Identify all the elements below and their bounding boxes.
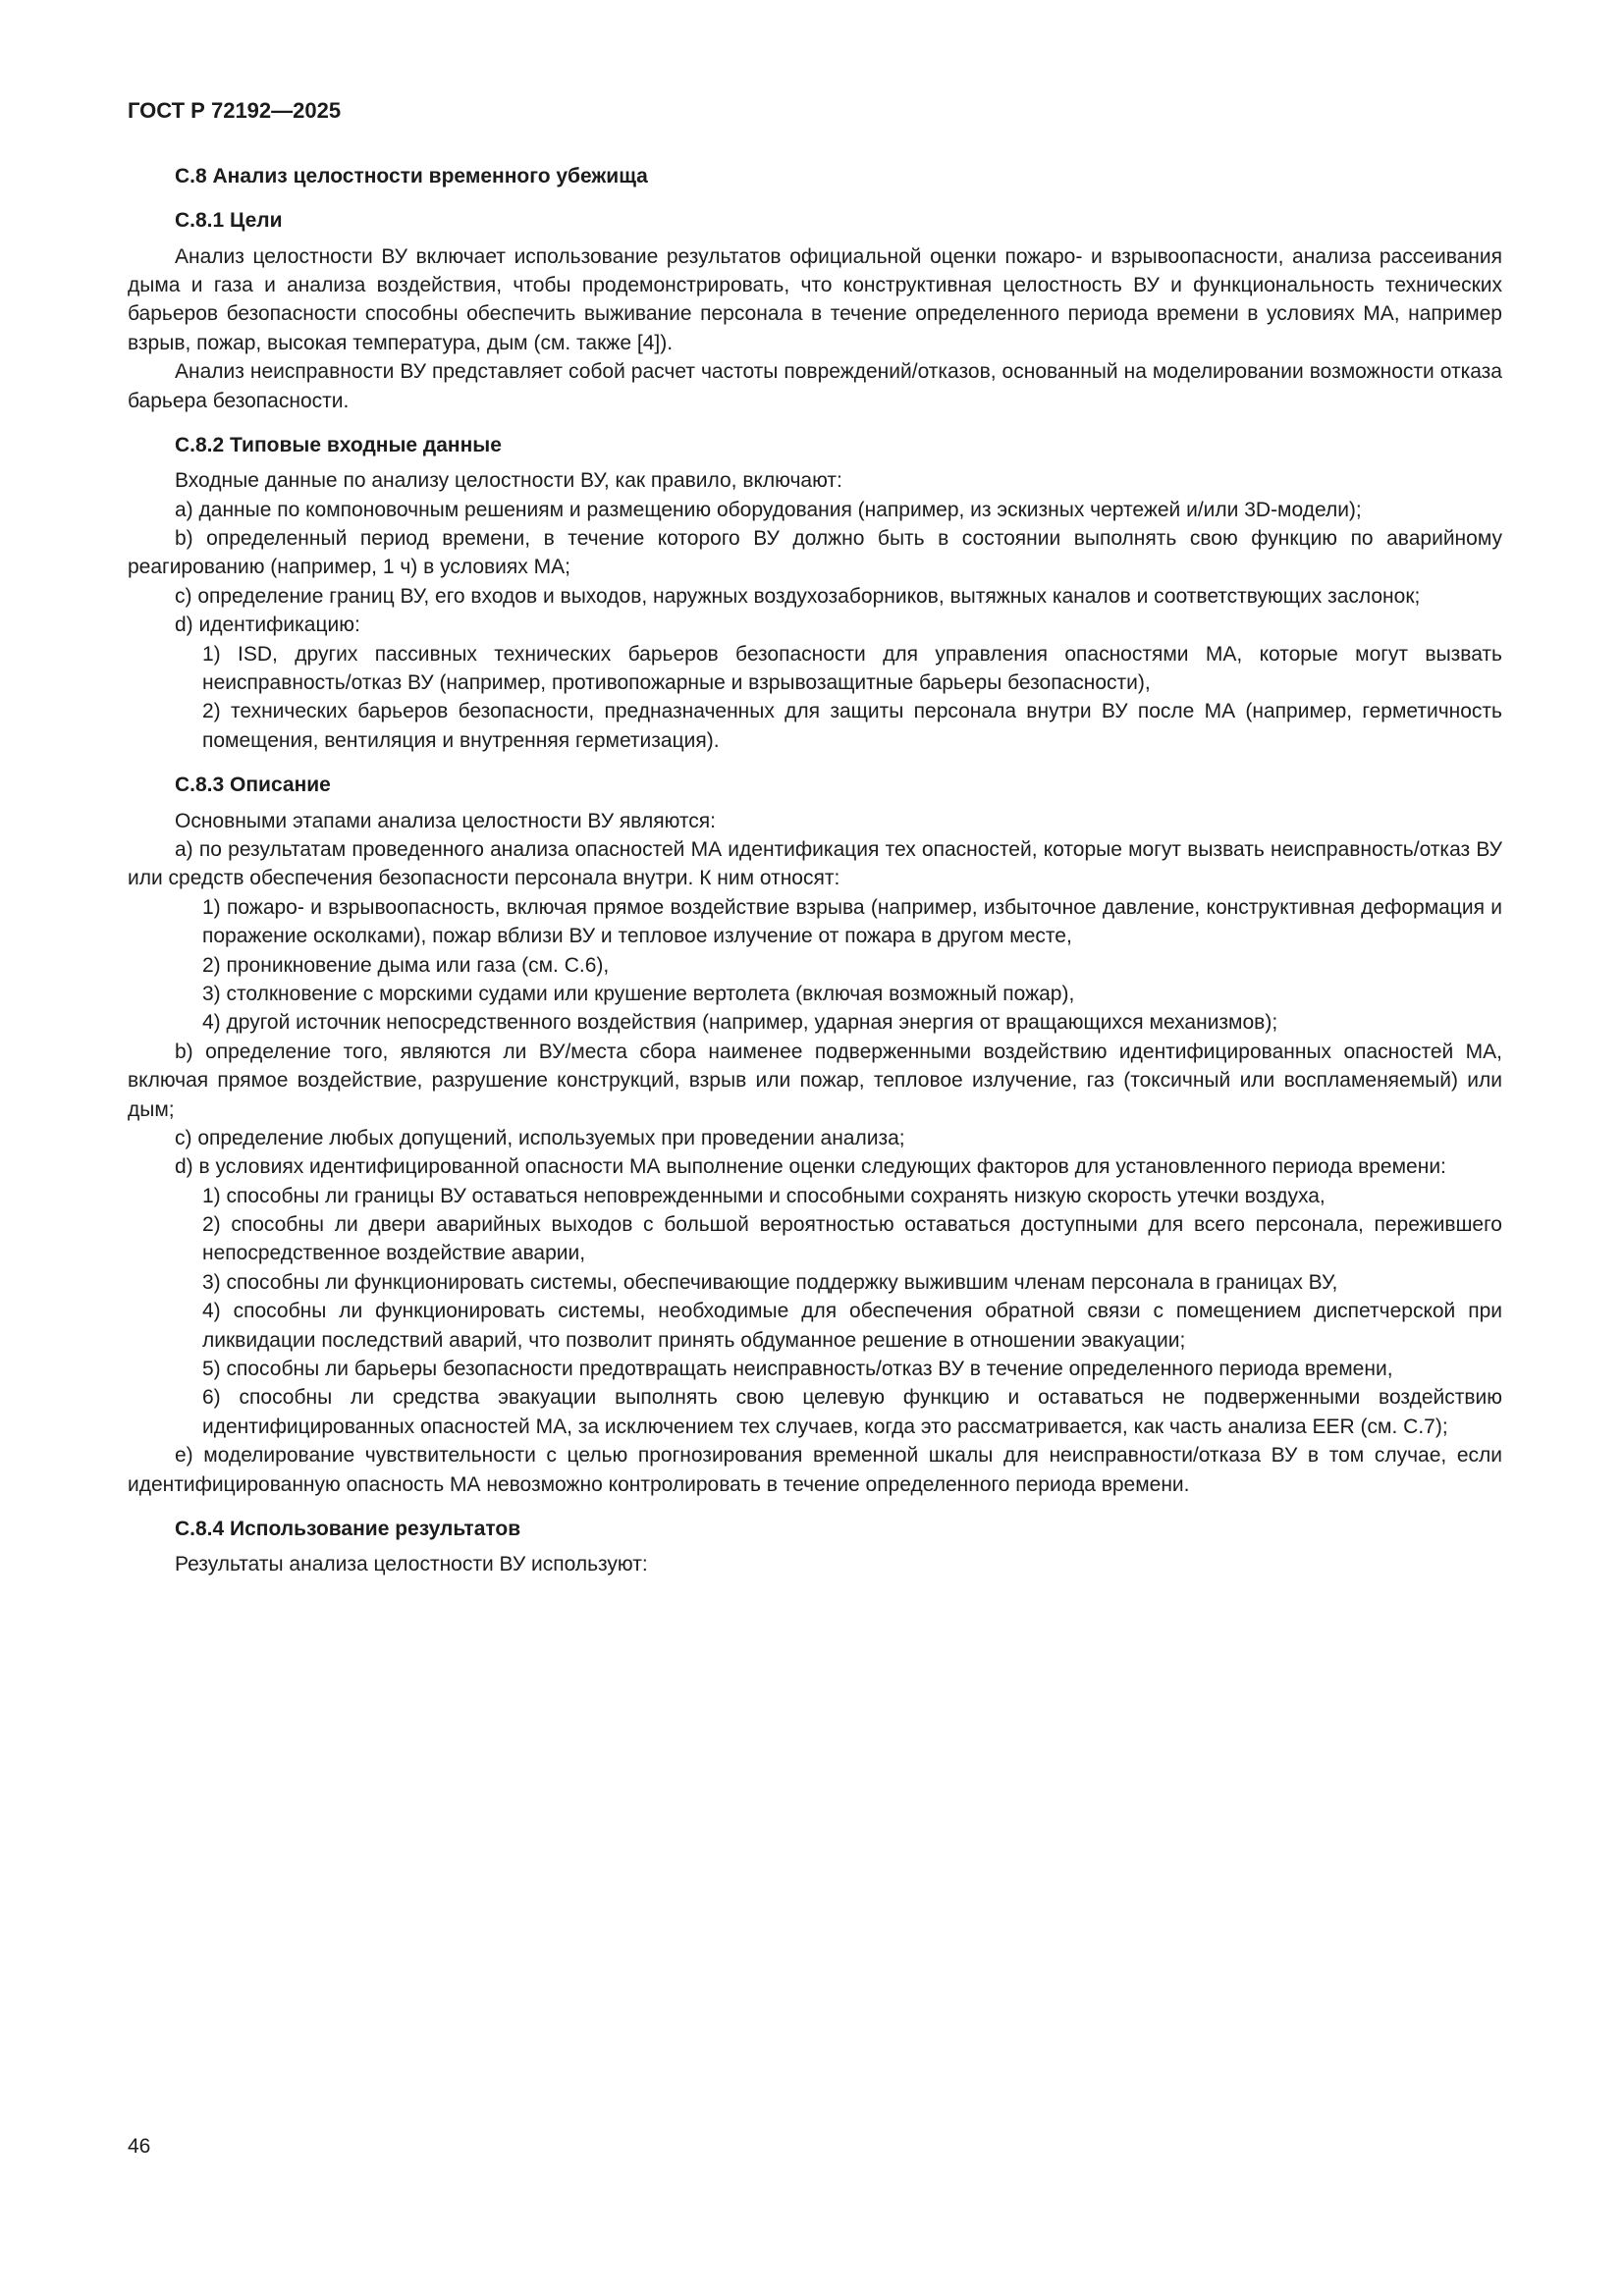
list-item-d: d) идентификацию: xyxy=(175,614,360,637)
page-number: 46 xyxy=(128,2134,151,2158)
paragraph: Основными этапами анализа целостности ВУ являются: xyxy=(175,809,716,832)
section-heading-c84: С.8.4 Использование результатов xyxy=(175,1517,521,1540)
sub-item-1: 1) ISD, других пассивных технических барьеров безопасности для управления опасностями МА, которые могут вызвать неисправность/отказ ВУ (например, противопожарные и взрывозащитные барьеры безопасности), xyxy=(202,642,1502,695)
list-item-b: b) определение того, являются ли ВУ/места сбора наименее подверженными воздействию идентифицированных опасностей МА, включая прямое воздействие, разрушение конструкций, взрыв или пожар, тепловое излучение, газ (токсичный или воспламеняемый) или дым; xyxy=(128,1040,1502,1121)
list-item-e: e) моделирование чувствительности с целью прогнозирования временной шкалы для неисправности/отказа ВУ в том случае, если идентифицированную опасность МА невозможно контролировать в течение определенного периода времени. xyxy=(128,1444,1502,1496)
section-heading-c83: С.8.3 Описание xyxy=(175,774,331,797)
sub-item-4: 4) способны ли функционировать системы, необходимые для обеспечения обратной связи с помещением диспетчерской при ликвидации последствий аварий, что позволит принять обдуманное решение в отношении эвакуации; xyxy=(202,1300,1502,1352)
list-item-a: a) по результатам проведенного анализа опасностей МА идентификация тех опасностей, которые могут вызвать неисправность/отказ ВУ или средств обеспечения безопасности персонала внутри. К ним относят: xyxy=(128,838,1502,890)
list-item-c: c) определение границ ВУ, его входов и выходов, наружных воздухозаборников, вытяжных каналов и соответствующих заслонок; xyxy=(175,584,1421,608)
list-item-c: c) определение любых допущений, используемых при проведении анализа; xyxy=(175,1126,905,1149)
doc-content xyxy=(128,162,1502,1579)
list-item-a: a) данные по компоновочным решениям и размещению оборудования (например, из эскизных чертежей и/или 3D-модели); xyxy=(175,498,1362,521)
sub-item-1: 1) способны ли границы ВУ оставаться неповрежденными и способными сохранять низкую скорость утечки воздуха, xyxy=(202,1184,1326,1207)
sub-item-2: 2) проникновение дыма или газа (см. С.6), xyxy=(202,953,610,977)
list-item-d: d) в условиях идентифицированной опасности МА выполнение оценки следующих факторов для установленного периода времени: xyxy=(175,1155,1446,1179)
paragraph: Анализ целостности ВУ включает использование результатов официальной оценки пожаро- и взрывоопасности, анализа рассеивания дыма и газа и анализа воздействия, чтобы продемонстрировать, что конструктивная целостность ВУ и функциональность технических барьеров безопасности способны обеспечить выживание персонала в течение определенного периода времени в условиях МА, например взрыв, пожар, высокая температура, дым (см. также [4]). xyxy=(128,244,1502,354)
sub-item-4: 4) другой источник непосредственного воздействия (например, ударная энергия от вращающихся механизмов); xyxy=(202,1011,1278,1035)
sub-item-6: 6) способны ли средства эвакуации выполнять свою целевую функцию и оставаться не подверженными воздействию идентифицированных опасностей МА, за исключением тех случаев, когда это рассматривается, как часть анализа EER (см. С.7); xyxy=(202,1386,1502,1438)
paragraph: Анализ неисправности ВУ представляет собой расчет частоты повреждений/отказов, основанный на моделировании возможности отказа барьера безопасности. xyxy=(128,360,1502,412)
section-heading-c81: С.8.1 Цели xyxy=(175,209,283,233)
sub-item-3: 3) столкновение с морскими судами или крушение вертолета (включая возможный пожар), xyxy=(202,982,1075,1005)
paragraph: Входные данные по анализу целостности ВУ, как правило, включают: xyxy=(175,469,842,493)
sub-item-3: 3) способны ли функционировать системы, обеспечивающие поддержку выжившим членам персонала в границах ВУ, xyxy=(202,1270,1338,1294)
sub-item-5: 5) способны ли барьеры безопасности предотвращать неисправность/отказ ВУ в течение определенного периода времени, xyxy=(202,1358,1393,1381)
list-item-b: b) определенный период времени, в течение которого ВУ должно быть в состоянии выполнять свою функцию по аварийному реагированию (например, 1 ч) в условиях МА; xyxy=(128,527,1502,579)
section-heading-c8: С.8 Анализ целостности временного убежища xyxy=(175,164,648,187)
doc-header-title: ГОСТ Р 72192—2025 xyxy=(128,98,342,123)
sub-item-2: 2) технических барьеров безопасности, предназначенных для защиты персонала внутри ВУ после МА (например, герметичность помещения, вентиляция и внутренняя герметизация). xyxy=(202,700,1502,752)
section-heading-c82: С.8.2 Типовые входные данные xyxy=(175,433,502,456)
sub-item-2: 2) способны ли двери аварийных выходов с большой вероятностью оставаться доступными для всего персонала, пережившего непосредственное воздействие аварии, xyxy=(202,1213,1502,1265)
paragraph: Результаты анализа целостности ВУ используют: xyxy=(175,1553,648,1576)
sub-item-1: 1) пожаро- и взрывоопасность, включая прямое воздействие взрыва (например, избыточное давление, конструктивная деформация и поражение осколками), пожар вблизи ВУ и тепловое излучение от пожара в другом месте, xyxy=(202,895,1502,948)
